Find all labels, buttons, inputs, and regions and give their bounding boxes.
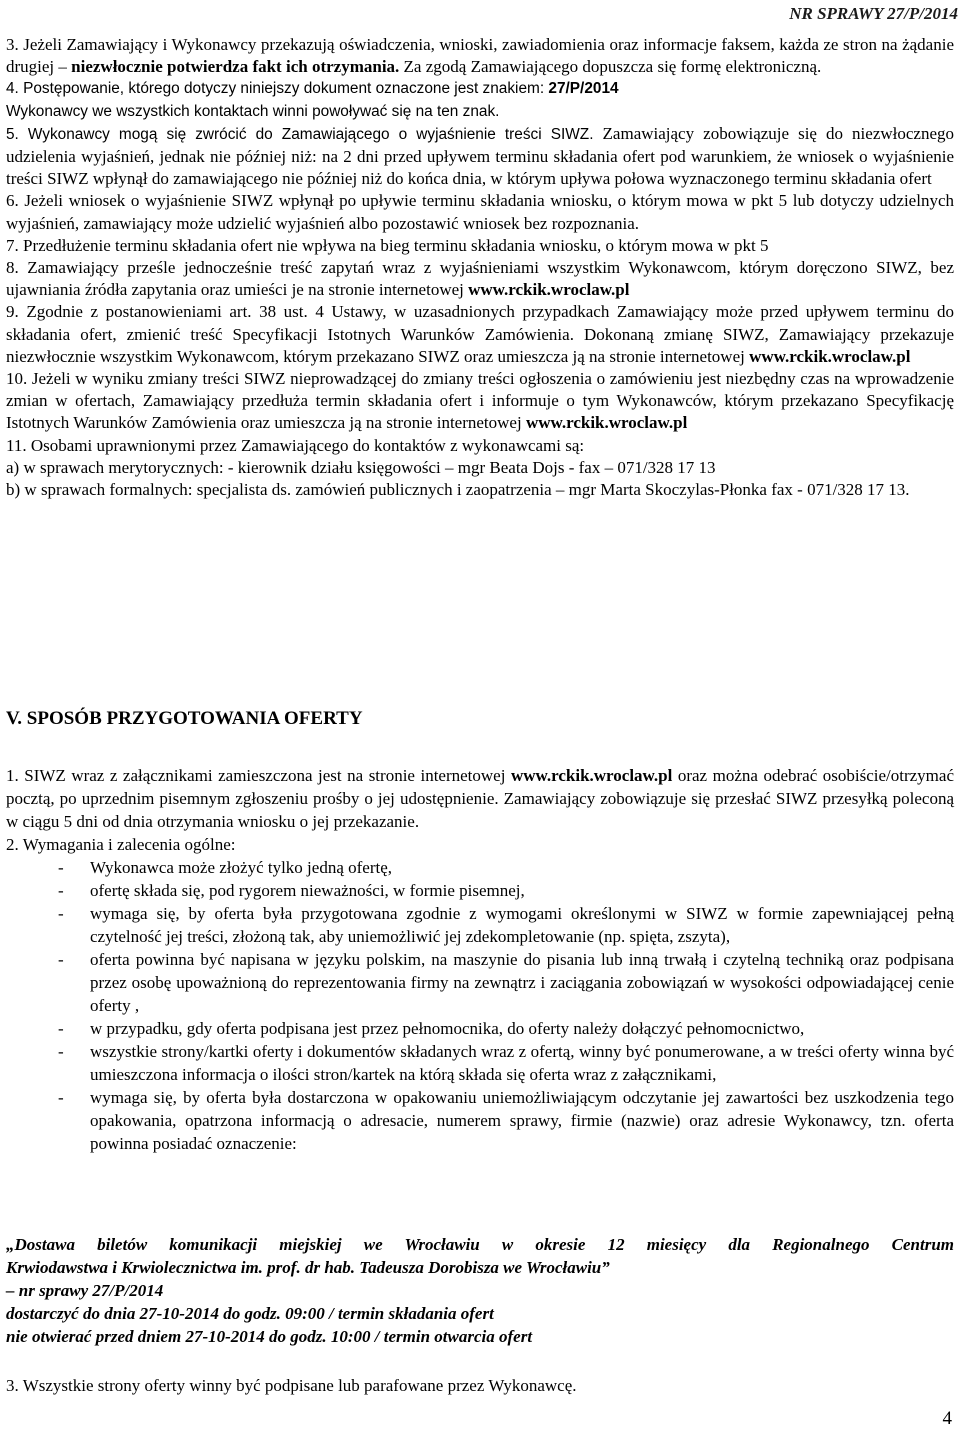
- contact-merit: a) w sprawach merytorycznych: - kierownik działu księgowości – mgr Beata Dojs - fax – 071/328 17 13: [6, 457, 716, 477]
- paragraph-3-bold: niezwłocznie potwierdza fakt ich otrzymania.: [71, 57, 400, 77]
- list-dash: -: [58, 904, 64, 923]
- section-v-point-3: 3. Wszystkie strony oferty winny być podpisane lub parafowane przez Wykonawcę.: [6, 1376, 577, 1395]
- paragraph-9: [6, 301, 954, 368]
- paragraph-5: [6, 123, 954, 191]
- offer-label-line-3: – nr sprawy 27/P/2014: [6, 1281, 164, 1300]
- list-dash: -: [58, 950, 64, 969]
- list-item: [6, 856, 954, 879]
- paragraph-5-start: 5. Wykonawcy mogą się zwrócić do Zamawiającego o wyjaśnienie treści SIWZ.: [6, 125, 603, 143]
- paragraph-3-intro: 3. Jeżeli Zamawiający i Wykonawcy przekazują oświadczenia, wnioski, zawiadomienia oraz informacje faksem, każda ze stron na żądanie drugiej –: [6, 35, 954, 77]
- list-item-text: ofertę składa się, pod rygorem nieważności, w formie pisemnej,: [90, 881, 525, 900]
- list-dash: -: [58, 1042, 64, 1061]
- paragraph-7: 7. Przedłużenie terminu składania ofert nie wpływa na bieg terminu składania wniosku, o którym mowa w pkt 5: [6, 235, 769, 255]
- paragraph-8-text: 8. Zamawiający prześle jednocześnie treść zapytań wraz z wyjaśnieniami wszystkim Wykonawcom, którym doręczono SIWZ, bez ujawniania źródła zapytania oraz umieści je na stronie internetowej: [6, 258, 954, 300]
- offer-label-line-2: Krwiodawstwa i Krwiolecznictwa im. prof. dr hab. Tadeusza Dorobisza we Wrocławiu”: [6, 1258, 610, 1277]
- list-dash: -: [58, 1088, 64, 1107]
- list-item: [6, 1086, 954, 1155]
- section-title: V. SPOSÓB PRZYGOTOWANIA OFERTY: [6, 708, 363, 729]
- case-code: 27/P/2014: [548, 80, 619, 98]
- list-item-text: wymaga się, by oferta była dostarczona w opakowaniu uniemożliwiającym odczytanie jej zawartości bez uszkodzenia tego opakowania, opatrzona informacją o adresacie, numerem sprawy, firmie (nazwie) oraz adresie Wykonawcy, tzn. oferta powinna posiadać oznaczenie:: [90, 1088, 954, 1153]
- paragraph-6: 6. Jeżeli wniosek o wyjaśnienie SIWZ wpłynął po upływie terminu składania wniosku, o którym mowa w pkt 5 lub dotyczy udzielnych wyjaśnień, zamawiający może udzielić wyjaśnień albo pozostawić wniosek bez rozpoznania.: [6, 191, 954, 233]
- paragraph-4-line2: Wykonawcy we wszystkich kontaktach winni powoływać się na ten znak.: [6, 102, 500, 120]
- list-item-text: w przypadku, gdy oferta podpisana jest przez pełnomocnika, do oferty należy dołączyć pełnomocnictwo,: [90, 1019, 805, 1038]
- main-text-block: [6, 34, 954, 501]
- paragraph-4-line1: 4. Postępowanie, którego dotyczy niniejszy dokument oznaczone jest znakiem:: [6, 80, 549, 98]
- paragraph-5-body: Zamawiający zobowiązuje się do niezwłocznego udzielenia wyjaśnień, jednak nie później niż: na 2 dni przed upływem terminu składania ofert pod warunkiem, że wniosek o wyjaśnienie treści SIWZ wpłynął do zamawiającego nie później niż do końca dnia, w którym upływa połowa wyznaczonego terminu składania ofert: [6, 123, 955, 189]
- paragraph-10-text: 10. Jeżeli w wyniku zmiany treści SIWZ nieprowadzącej do zmiany treści ogłoszenia o zamówieniu jest niezbędny czas na wprowadzenie zmian w ofertach, Zamawiający przedłuża termin składania ofert i informuje o tym Wykonawców, którym przekazano Specyfikację Istotnych Warunków Zamówienia oraz umieszcza ją na stronie internetowej: [6, 369, 954, 433]
- list-dash: -: [58, 1019, 64, 1038]
- list-item-text: wszystkie strony/kartki oferty i dokumentów składanych wraz z ofertą, winny być ponumerowane, a w treści oferty winna być umieszczona informacja o ilości stron/kartek na którą składa się oferta wraz z załącznikami,: [90, 1042, 954, 1084]
- list-item-text: wymaga się, by oferta była przygotowana zgodnie z wymogami określonymi w SIWZ w formie zapewniającej pełną czytelność jej treści, złożoną tak, aby uniemożliwić jej zdekompletowanie (np. spięta, zszyta),: [90, 904, 954, 946]
- case-number-header: NR SPRAWY 27/P/2014: [789, 4, 958, 23]
- list-item: [6, 1040, 954, 1086]
- paragraph-3: [6, 34, 954, 78]
- list-item-text: Wykonawca może złożyć tylko jedną ofertę,: [90, 858, 393, 877]
- list-item: [6, 1017, 954, 1040]
- list-item-text: oferta powinna być napisana w języku polskim, na maszynie do pisania lub inną trwałą i czytelną techniką oraz podpisana przez osobę upoważnioną do reprezentowania firmy na zewnątrz i zaciągania zobowiązań w wysokości odpowiadającej cenie oferty ,: [90, 950, 954, 1015]
- website-link[interactable]: www.rckik.wroclaw.pl: [510, 766, 673, 785]
- page-number: 4: [942, 1408, 952, 1429]
- list-item: [6, 879, 954, 902]
- website-link[interactable]: www.rckik.wroclaw.pl: [749, 346, 911, 366]
- paragraph-11-title: 11. Osobami uprawnionymi przez Zamawiającego do kontaktów z wykonawcami są:: [6, 435, 585, 455]
- website-link[interactable]: www.rckik.wroclaw.pl: [525, 413, 688, 433]
- paragraph-9-text: 9. Zgodnie z postanowieniami art. 38 ust. 4 Ustawy, w uzasadnionych przypadkach Zamawiający może przed upływem terminu do składania ofert, zmienić treść Specyfikacji Istotnych Warunków Zamówienia. Dokonaną zmianę SIWZ, Zamawiający przekazuje niezwłocznie wszystkim Wykonawcom, którym przekazano SIWZ oraz umieszcza ją na stronie internetowej: [6, 302, 954, 366]
- point-1-start: 1. SIWZ wraz z załącznikami zamieszczona jest na stronie internetowej: [6, 766, 511, 785]
- list-item: [6, 902, 954, 948]
- offer-label-line-1: „Dostawa biletów komunikacji miejskiej we Wrocławiu w okresie 12 miesięcy dla Regionalnego Centrum: [6, 1235, 954, 1254]
- list-dash: -: [58, 858, 64, 877]
- requirements-list: [6, 856, 954, 1155]
- paragraph-10: [6, 368, 954, 435]
- list-item: [6, 948, 954, 1017]
- offer-label-line-4: dostarczyć do dnia 27-10-2014 do godz. 09:00 / termin składania ofert: [6, 1304, 494, 1323]
- list-dash: -: [58, 881, 64, 900]
- section-v-point-1: [6, 764, 954, 833]
- section-v-body: [6, 764, 954, 1155]
- paragraph-3-rest: Za zgodą Zamawiającego dopuszcza się formę elektroniczną.: [399, 57, 822, 77]
- offer-label-block: [6, 1233, 954, 1348]
- offer-label-line-5: nie otwierać przed dniem 27-10-2014 do godz. 10:00 / termin otwarcia ofert: [6, 1327, 533, 1346]
- paragraph-4: [6, 78, 954, 100]
- section-v-point-2-title: 2. Wymagania i zalecenia ogólne:: [6, 835, 236, 854]
- point-1-rest: oraz można odebrać osobiście/otrzymać pocztą, po uprzednim pisemnym zgłoszeniu prośby o jej udostępnienie. Zamawiający zobowiązuje się przesłać SIWZ przesyłką poleconą w ciągu 5 dni od dnia otrzymania wniosku o jej przekazanie.: [6, 766, 954, 831]
- website-link[interactable]: www.rckik.wroclaw.pl: [468, 280, 630, 300]
- paragraph-8: [6, 257, 954, 301]
- contact-formal: b) w sprawach formalnych: specjalista ds. zamówień publicznych i zaopatrzenia – mgr Marta Skoczylas-Płonka fax - 071/328 17 13.: [6, 480, 910, 500]
